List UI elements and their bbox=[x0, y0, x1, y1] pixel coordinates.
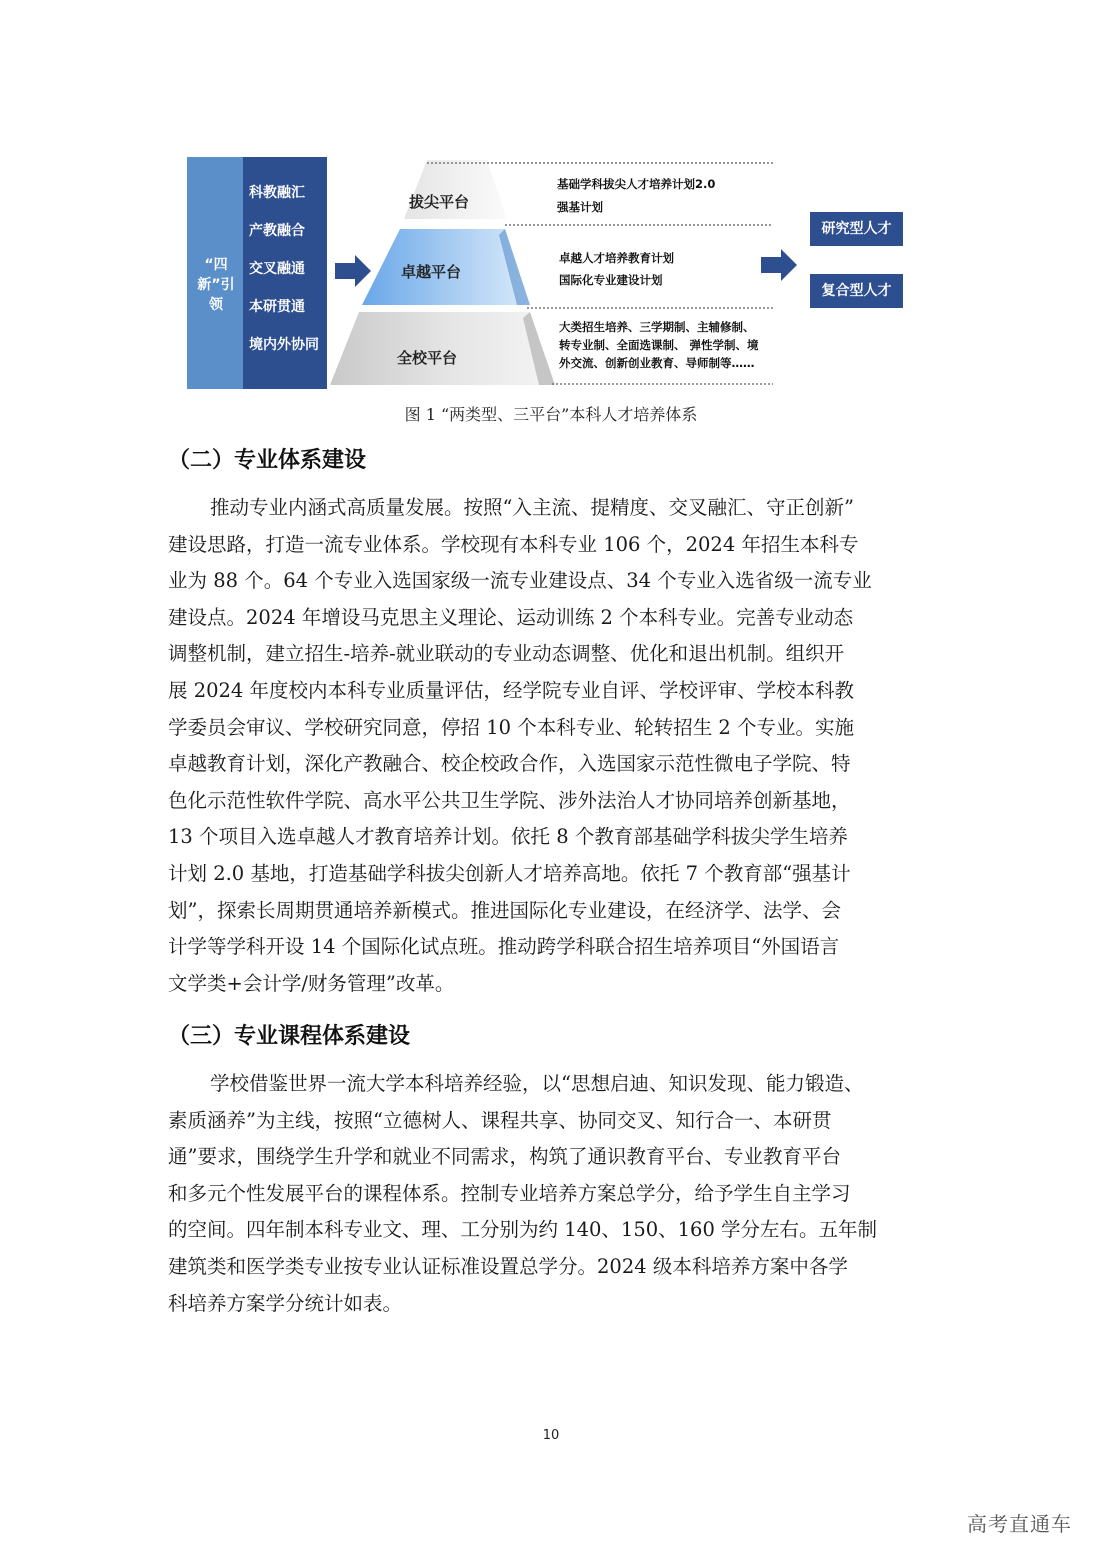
platform-top-label: 拔尖平台 bbox=[409, 193, 470, 211]
platform-bottom-label: 全校平台 bbox=[397, 349, 458, 367]
section2-paragraph bbox=[168, 490, 938, 1002]
platform-mid-desc bbox=[559, 249, 674, 289]
text-line: 卓越教育计划，深化产教融合、校企校政合作，入选国家示范性微电子学院、特 bbox=[168, 752, 851, 776]
text-line: 学委员会审议、学校研究同意，停招 10 个本科专业、轮转招生 2 个专业。实施 bbox=[168, 715, 855, 739]
four-new-item: 境内外协同 bbox=[249, 337, 319, 353]
four-new-item: 交叉融通 bbox=[249, 261, 305, 277]
text-line: 学校借鉴世界一流大学本科培养经验，以“思想启迪、知识发现、能力锻造、 bbox=[210, 1072, 864, 1095]
text-line: 文学类+会计学/财务管理”改革。 bbox=[168, 971, 455, 995]
watermark: 高考直通车 bbox=[967, 1512, 1072, 1536]
four-new-title: “四新”引领 bbox=[197, 257, 235, 313]
platform-top-desc bbox=[557, 175, 715, 216]
text-line: 通”要求，围绕学生升学和就业不同需求，构筑了通识教育平台、专业教育平台 bbox=[168, 1145, 841, 1169]
section3-paragraph bbox=[168, 1066, 938, 1322]
text-line: 建筑类和医学类专业按专业认证标准设置总学分。2024 级本科培养方案中各学 bbox=[168, 1254, 848, 1278]
platform-desc-line: 强基计划 bbox=[557, 200, 603, 214]
text-line: 色化示范性软件学院、高水平公共卫生学院、涉外法治人才协同培养创新基地， bbox=[168, 788, 851, 812]
platform-desc-line: 国际化专业建设计划 bbox=[559, 273, 663, 287]
composite-talent-box: 复合型人才 bbox=[810, 274, 903, 308]
platform-desc-line: 转专业制、全面选课制、 弹性学制、境 bbox=[559, 338, 759, 352]
research-talent-box: 研究型人才 bbox=[810, 212, 903, 246]
text-line: 推动专业内涵式高质量发展。按照“入主流、提精度、交叉融汇、守正创新” bbox=[210, 496, 854, 519]
text-line: 调整机制，建立招生-培养-就业联动的专业动态调整、优化和退出机制。组织开 bbox=[168, 642, 845, 666]
arrow-right-icon bbox=[335, 255, 371, 287]
section-heading: （三）专业课程体系建设 bbox=[168, 1024, 411, 1049]
text-line: 展 2024 年度校内本科专业质量评估，经学院专业自评、学校评审、学校本科教 bbox=[168, 678, 855, 702]
text-line: 划”，探索长周期贯通培养新模式。推进国际化专业建设，在经济学、法学、会 bbox=[168, 898, 841, 922]
platform-bottom-desc bbox=[559, 318, 759, 372]
section-heading: （二）专业体系建设 bbox=[168, 448, 367, 473]
four-new-item: 产教融合 bbox=[249, 223, 305, 239]
text-line: 建设思路，打造一流专业体系。学校现有本科专业 106 个，2024 年招生本科专 bbox=[168, 532, 859, 556]
text-line: 13 个项目入选卓越人才教育培养计划。依托 8 个教育部基础学科拔尖学生培养 bbox=[168, 825, 848, 849]
arrow-right-icon bbox=[761, 249, 797, 281]
figure-caption: 图 1 “两类型、三平台”本科人才培养体系 bbox=[404, 405, 698, 424]
text-line: 的空间。四年制本科专业文、理、工分别为约 140、150、160 学分左右。五年制 bbox=[168, 1218, 878, 1242]
text-line: 计学等学科开设 14 个国际化试点班。推动跨学科联合招生培养项目“外国语言 bbox=[168, 935, 840, 959]
platform-desc-line: 卓越人才培养教育计划 bbox=[559, 251, 674, 265]
text-line: 和多元个性发展平台的课程体系。控制专业培养方案总学分，给予学生自主学习 bbox=[168, 1181, 851, 1205]
platform-desc-line: 大类招生培养、三学期制、主辅修制、 bbox=[559, 320, 755, 334]
platform-desc-line: 外交流、创新创业教育、导师制等…… bbox=[559, 356, 755, 370]
text-line: 业为 88 个。64 个专业入选国家级一流专业建设点、34 个专业入选省级一流专业 bbox=[168, 569, 872, 593]
platform-mid-label: 卓越平台 bbox=[401, 263, 462, 281]
text-line: 建设点。2024 年增设马克思主义理论、运动训练 2 个本科专业。完善专业动态 bbox=[168, 605, 854, 629]
text-line: 科培养方案学分统计如表。 bbox=[168, 1291, 403, 1315]
page-number: 10 bbox=[542, 1428, 560, 1443]
four-new-item: 科教融汇 bbox=[249, 185, 305, 201]
four-new-item: 本研贯通 bbox=[249, 299, 305, 315]
text-line: 素质涵养”为主线，按照“立德树人、课程共享、协同交叉、知行合一、本研贯 bbox=[168, 1108, 832, 1132]
platform-desc-line: 基础学科拔尖人才培养计划2.0 bbox=[557, 177, 716, 191]
talent-cultivation-figure bbox=[187, 155, 963, 391]
text-line: 计划 2.0 基地，打造基础学科拔尖创新人才培养高地。依托 7 个教育部“强基计 bbox=[168, 861, 851, 885]
